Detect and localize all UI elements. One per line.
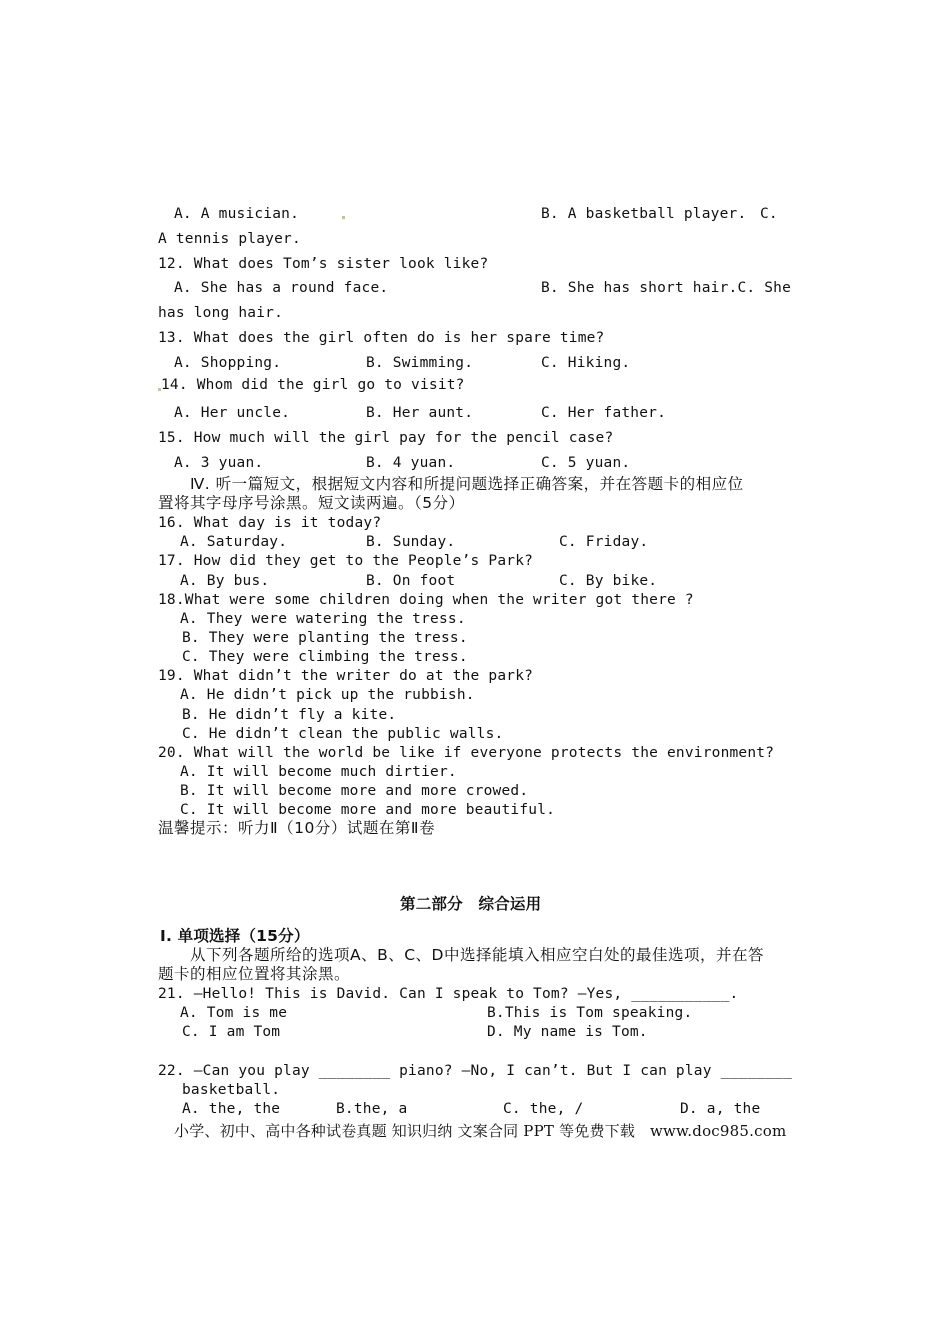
q15-question: 15. How much will the girl pay for the pencil case? xyxy=(158,430,614,446)
q19-question: 19. What didn’t the writer do at the park? xyxy=(158,668,534,684)
part2-title: 第二部分 综合运用 xyxy=(400,895,542,913)
q21-option-d: D. My name is Tom. xyxy=(487,1024,648,1040)
q12-option-a: A. She has a round face. xyxy=(174,280,389,296)
q20-option-b: B. It will become more and more crowed. xyxy=(180,783,529,799)
q22-option-d: D. a, the xyxy=(680,1101,761,1117)
q16-question: 16. What day is it today? xyxy=(158,515,382,531)
q14-question: 14. Whom did the girl go to visit? xyxy=(161,377,465,393)
q11-option-c-cont: A tennis player. xyxy=(158,231,301,247)
q22-question-cont: basketball. xyxy=(182,1082,281,1098)
q21-option-c: C. I am Tom xyxy=(182,1024,281,1040)
q17-option-a: A. By bus. xyxy=(180,573,270,589)
q12-question: 12. What does Tom’s sister look like? xyxy=(158,256,489,272)
q12-option-b: B. She has short hair.C. She xyxy=(541,280,792,296)
q21-question: 21. —Hello! This is David. Can I speak to Tom? —Yes, ___________. xyxy=(158,986,739,1002)
q18-option-c: C. They were climbing the tress. xyxy=(182,649,468,665)
q19-option-c: C. He didn’t clean the public walls. xyxy=(182,726,504,742)
q17-option-b: B. On foot xyxy=(366,573,456,589)
q12-option-c-cont: has long hair. xyxy=(158,305,284,321)
q19-option-a: A. He didn’t pick up the rubbish. xyxy=(180,687,475,703)
q22-option-c: C. the, / xyxy=(503,1101,584,1117)
q21-option-a: A. Tom is me xyxy=(180,1005,288,1021)
q14-option-c: C. Her father. xyxy=(541,405,667,421)
q13-option-a: A. Shopping. xyxy=(174,355,282,371)
section1-instructions-line2: 题卡的相应位置将其涂黑。 xyxy=(158,965,351,983)
q11-option-a: A. A musician. xyxy=(174,206,300,222)
section4-instructions-line2: 置将其字母序号涂黑。短文读两遍。（5分） xyxy=(158,494,465,512)
q20-option-c: C. It will become more and more beautiful. xyxy=(180,802,556,818)
section4-instructions-line1: Ⅳ. 听一篇短文，根据短文内容和所提问题选择正确答案，并在答题卡的相应位 xyxy=(190,475,744,493)
listening-tip: 温馨提示：听力Ⅱ（10分）试题在第Ⅱ卷 xyxy=(158,819,435,837)
q13-option-c: C. Hiking. xyxy=(541,355,631,371)
q16-option-b: B. Sunday. xyxy=(366,534,456,550)
q20-option-a: A. It will become much dirtier. xyxy=(180,764,457,780)
section1-heading: Ⅰ. 单项选择（15分） xyxy=(160,927,310,945)
q21-option-b: B.This is Tom speaking. xyxy=(487,1005,693,1021)
q16-option-a: A. Saturday. xyxy=(180,534,288,550)
q15-option-b: B. 4 yuan. xyxy=(366,455,456,471)
q13-question: 13. What does the girl often do is her spare time? xyxy=(158,330,605,346)
q22-option-b: B.the, a xyxy=(336,1101,408,1117)
q18-question: 18.What were some children doing when the writer got there ? xyxy=(158,592,694,608)
section1-instructions-line1: 从下列各题所给的选项A、B、C、D中选择能填入相应空白处的最佳选项，并在答 xyxy=(190,946,764,964)
q18-option-b: B. They were planting the tress. xyxy=(182,630,468,646)
q18-option-a: A. They were watering the tress. xyxy=(180,611,466,627)
q15-option-a: A. 3 yuan. xyxy=(174,455,264,471)
q15-option-c: C. 5 yuan. xyxy=(541,455,631,471)
q20-question: 20. What will the world be like if everyone protects the environment? xyxy=(158,745,775,761)
q22-option-a: A. the, the xyxy=(182,1101,281,1117)
q11-option-c: C. xyxy=(760,206,778,222)
q22-question: 22. —Can you play ________ piano? —No, I can’t. But I can play ________ xyxy=(158,1063,793,1079)
q19-option-b: B. He didn’t fly a kite. xyxy=(182,707,397,723)
q14-option-a: A. Her uncle. xyxy=(174,405,291,421)
q16-option-c: C. Friday. xyxy=(559,534,649,550)
q14-option-b: B. Her aunt. xyxy=(366,405,474,421)
q17-question: 17. How did they get to the People’s Park? xyxy=(158,553,534,569)
stray-dot xyxy=(342,216,345,219)
footer-watermark-text: 小学、初中、高中各种试卷真题 知识归纳 文案合同 PPT 等免费下载 www.doc985.com xyxy=(174,1122,787,1140)
q13-option-b: B. Swimming. xyxy=(366,355,474,371)
q17-option-c: C. By bike. xyxy=(559,573,658,589)
q11-option-b: B. A basketball player. xyxy=(541,206,747,222)
